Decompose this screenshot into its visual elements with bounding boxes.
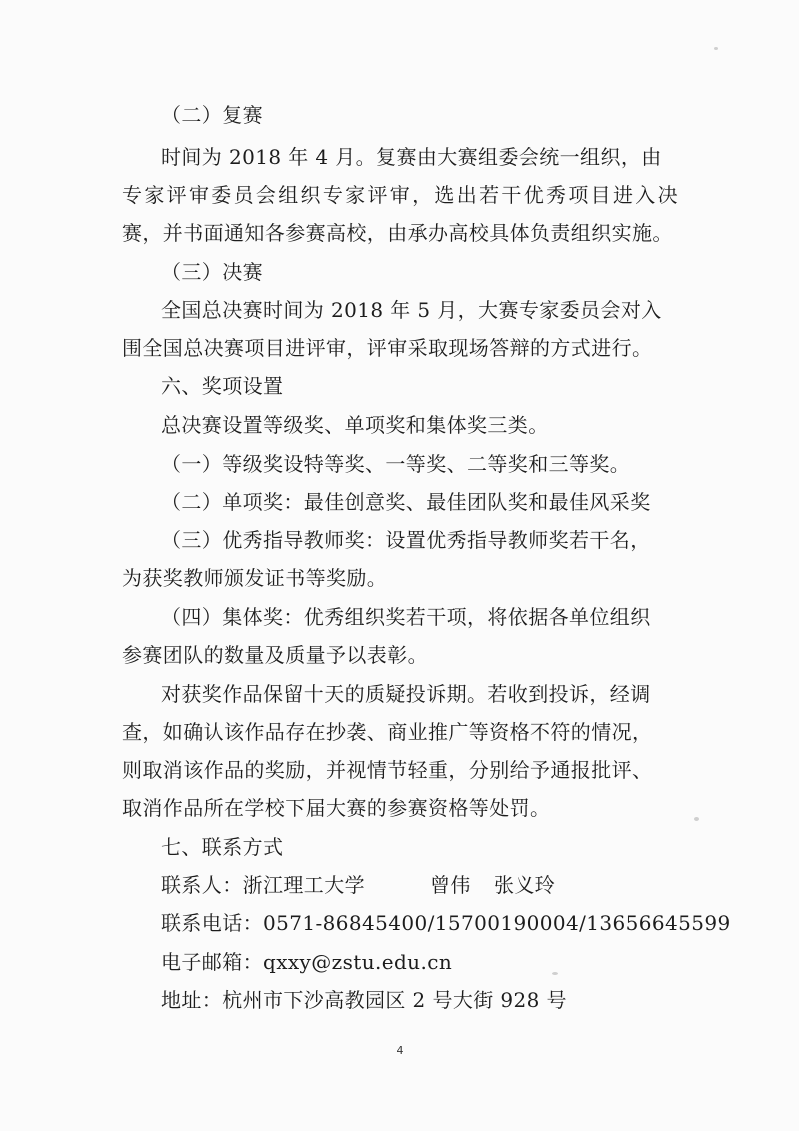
heading-contact: 七、联系方式 xyxy=(161,835,284,859)
paragraph-line: 围全国总决赛项目进评审，评审采取现场答辩的方式进行。 xyxy=(122,336,653,360)
paragraph-line: 取消作品所在学校下届大赛的参赛资格等处罚。 xyxy=(122,796,551,820)
contact-person-1: 曾伟 xyxy=(430,873,471,897)
contact-person-2: 张义玲 xyxy=(494,873,556,897)
page-number: 4 xyxy=(396,1044,404,1057)
paragraph-line: （二）单项奖：最佳创意奖、最佳团队奖和最佳风采奖 xyxy=(161,490,651,514)
paragraph-line: 查，如确认该作品存在抄袭、商业推广等资格不符的情况， xyxy=(122,720,653,744)
heading-awards: 六、奖项设置 xyxy=(161,374,284,398)
scan-speck xyxy=(714,47,718,50)
paragraph-line: 则取消该作品的奖励，并视情节轻重，分别给予通报批评、 xyxy=(122,758,653,782)
paragraph-line: 赛，并书面通知各参赛高校，由承办高校具体负责组织实施。 xyxy=(122,221,673,245)
contact-email: 电子邮箱：qxxy@zstu.edu.cn xyxy=(161,950,453,974)
paragraph-line: 对获奖作品保留十天的质疑投诉期。若收到投诉，经调 xyxy=(161,682,651,706)
paragraph-line: 全国总决赛时间为 2018 年 5 月，大赛专家委员会对入 xyxy=(161,298,662,322)
scan-speck xyxy=(552,972,558,975)
paragraph-line: 专家评审委员会组织专家评审，选出若干优秀项目进入决 xyxy=(122,183,678,207)
scan-speck xyxy=(694,817,699,821)
paragraph-line: 时间为 2018 年 4 月。复赛由大赛组委会统一组织，由 xyxy=(161,145,662,169)
paragraph-line: 总决赛设置等级奖、单项奖和集体奖三类。 xyxy=(161,413,549,437)
heading-semifinal: （二）复赛 xyxy=(161,103,263,127)
paragraph-line: 参赛团队的数量及质量予以表彰。 xyxy=(122,643,428,667)
paragraph-line: 为获奖教师颁发证书等奖励。 xyxy=(122,566,388,590)
contact-phone: 联系电话：0571-86845400/15700190004/13656645599 xyxy=(161,911,731,935)
paragraph-line: （一）等级奖设特等奖、一等奖、二等奖和三等奖。 xyxy=(161,452,631,476)
contact-address: 地址：杭州市下沙高教园区 2 号大街 928 号 xyxy=(161,988,567,1012)
heading-final: （三）决赛 xyxy=(161,260,263,284)
paragraph-line: （四）集体奖：优秀组织奖若干项，将依据各单位组织 xyxy=(161,605,651,629)
contact-organization: 联系人：浙江理工大学 xyxy=(161,873,365,897)
paragraph-line: （三）优秀指导教师奖：设置优秀指导教师奖若干名， xyxy=(161,528,651,552)
